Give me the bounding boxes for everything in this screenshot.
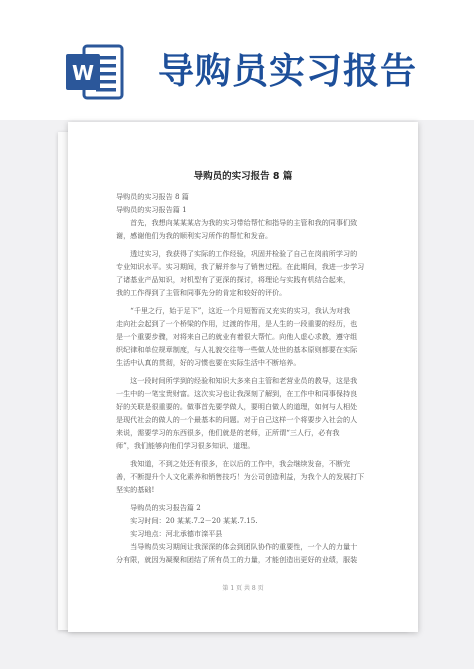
text-line: 首先，我想向某某某店为我的实习带给帮忙和指导的主管和我的同事们致 [116, 218, 358, 227]
text-line: “千里之行，始于足下”，这近一个月短暂而又充实的实习，我认为对我 [116, 306, 351, 315]
text-line: 坚实的基础! [116, 485, 155, 494]
text-line: 导购员的实习报告篇 1 [116, 205, 187, 214]
text-line: 好的关联是很重要的。做事首先要学做人，要明白做人的道理，如何与人相处 [116, 402, 358, 411]
text-line: 实习时间：20 某某.7.2－20 某某.7.15. [116, 516, 258, 525]
text-line: 透过实习，我获得了实际的工作经验，巩固并检验了自己在岗前所学习的 [116, 249, 358, 258]
text-line: 专业知识水平。实习期间，我了解并参与了销售过程。在此期间，我进一步学习 [116, 262, 365, 271]
header-banner [0, 0, 474, 120]
document-body [116, 190, 378, 566]
text-line: 生活中认真的贯彻，好的习惯也要在实际生活中不断培养。 [116, 358, 301, 367]
text-line: 我的工作得到了主管和同事先分的肯定和较好的评价。 [116, 288, 287, 297]
text-line: 导购员的实习报告 8 篇 [116, 192, 189, 201]
text-line: 谢，感谢他们为我的顺利实习所作的帮忙和发奋。 [116, 231, 273, 240]
svg-text:W: W [71, 61, 95, 85]
word-document-icon [64, 40, 128, 104]
text-line: 师”，我们能够向他们学习很多知识、道理。 [116, 441, 255, 450]
page-footer: 第 1 页 共 8 页 [222, 585, 264, 592]
text-line: 善，不断提升个人文化素养和销售技巧！为公司创造利益，为我个人的发展打下 [116, 472, 365, 481]
page-title: 导购员实习报告 [158, 51, 418, 92]
document-page [68, 122, 418, 632]
text-line: 来说，需要学习的东西很多，他们就是的老师，正所谓“三人行，必有我 [116, 428, 340, 437]
text-line: 实习地点：河北承德市滦平县 [116, 529, 223, 538]
document-title: 导购员的实习报告 8 篇 [193, 171, 293, 182]
text-line: 我知道，不到之处还有很多，在以后的工作中，我会继续发奋，不断完 [116, 459, 351, 468]
text-line: 当导购员实习期间让我深深的体会到团队协作的重要性，一个人的力量十 [116, 542, 358, 551]
text-line: 这一段时间所学到的经验和知识大多来自主管和老营业员的教导，这是我 [116, 376, 358, 385]
text-line: 是一个重要步骤，对将来自己的就业有着很大帮忙。向他人虚心求教，遵守组 [116, 332, 358, 341]
text-line: 导购员的实习报告篇 2 [116, 503, 201, 512]
text-line: 分有限，就因为凝聚和团结了所有员工的力量，才能创造出更好的业绩，服装 [116, 555, 358, 564]
text-line: 一生中的一笔宝贵财富。这次实习也让我深刻了解到，在工作中和同事保持良 [116, 389, 358, 398]
text-line: 了诸基业产品知识，对机型有了更深的探讨，将理论与实践有机结合起来， [116, 275, 351, 284]
text-line: 走向社会起到了一个桥梁的作用，过渡的作用，是人生的一段重要的经历，也 [116, 319, 358, 328]
text-line: 是现代社会的做人的一个最基本的问题。对于自己这样一个将要步入社会的人 [116, 415, 358, 424]
text-line: 织纪律和单位规章制度，与人礼貌交往等一些做人处世的基本原则都要在实际 [116, 345, 358, 354]
